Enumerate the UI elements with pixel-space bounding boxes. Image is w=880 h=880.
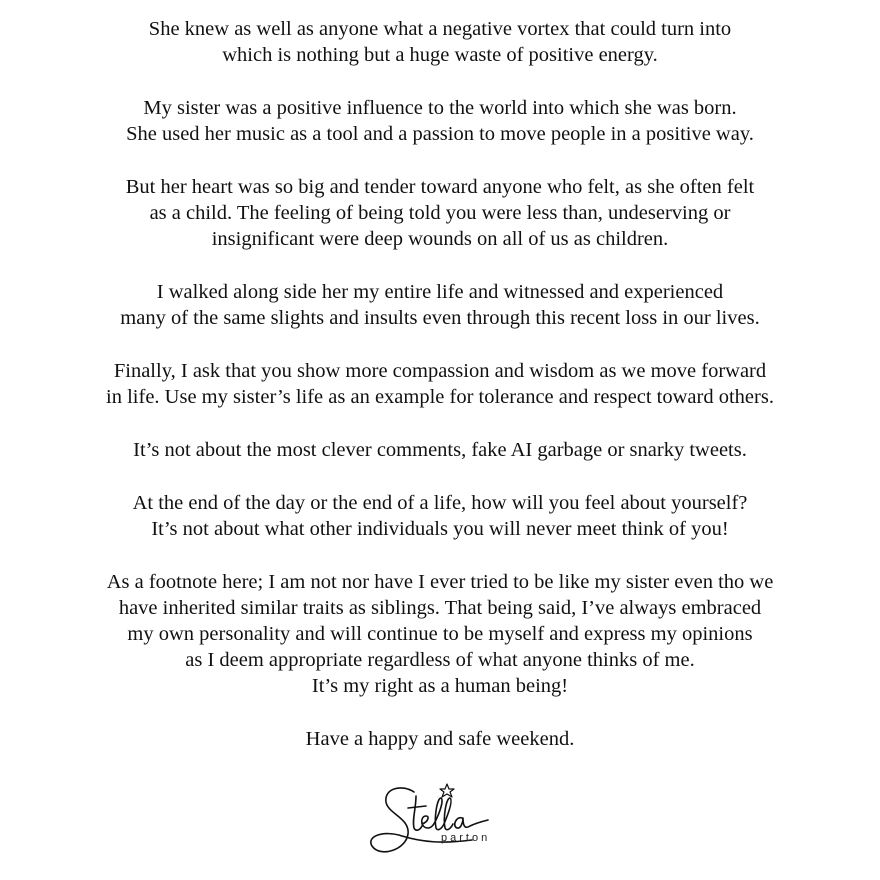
text-line: many of the same slights and insults even through this recent loss in our lives. — [120, 307, 760, 329]
signature-script-stella — [362, 778, 522, 864]
text-line: my own personality and will continue to be myself and express my opinions — [127, 623, 753, 645]
text-line: which is nothing but a huge waste of positive energy. — [222, 44, 658, 66]
text-line: insignificant were deep wounds on all of us as children. — [211, 228, 669, 250]
paragraph-1 — [0, 16, 880, 68]
paragraph-2 — [0, 95, 880, 147]
paragraph-5 — [0, 358, 880, 410]
text-line: have inherited similar traits as siblings. That being said, I’ve always embraced — [118, 597, 762, 619]
letter-body — [0, 16, 880, 779]
text-line: I walked along side her my entire life and witnessed and experienced — [156, 281, 724, 303]
text-line: in life. Use my sister’s life as an example for tolerance and respect toward others. — [106, 386, 774, 408]
text-line: It’s not about what other individuals you will never meet think of you! — [151, 518, 729, 540]
text-line: As a footnote here; I am not nor have I ever tried to be like my sister even tho we — [106, 571, 774, 593]
text-line: It’s my right as a human being! — [311, 675, 569, 697]
text-line: My sister was a positive influence to the world into which she was born. — [143, 97, 737, 119]
paragraph-7 — [0, 490, 880, 542]
paragraph-9 — [0, 726, 880, 752]
paragraph-6 — [0, 437, 880, 463]
text-line: She used her music as a tool and a passion to move people in a positive way. — [126, 123, 754, 145]
paragraph-4 — [0, 279, 880, 331]
signature — [362, 778, 522, 864]
paragraph-8 — [0, 569, 880, 699]
paragraph-3 — [0, 174, 880, 252]
text-line: It’s not about the most clever comments, fake AI garbage or snarky tweets. — [133, 439, 747, 461]
signature-surname: parton — [441, 832, 491, 844]
text-line: Finally, I ask that you show more compassion and wisdom as we move forward — [113, 360, 767, 382]
text-line: as I deem appropriate regardless of what anyone thinks of me. — [185, 649, 695, 671]
text-line: At the end of the day or the end of a life, how will you feel about yourself? — [132, 492, 748, 514]
text-line: as a child. The feeling of being told you were less than, undeserving or — [149, 202, 731, 224]
text-line: But her heart was so big and tender toward anyone who felt, as she often felt — [125, 176, 755, 198]
text-line: She knew as well as anyone what a negative vortex that could turn into — [148, 18, 732, 40]
text-line: Have a happy and safe weekend. — [305, 728, 575, 750]
